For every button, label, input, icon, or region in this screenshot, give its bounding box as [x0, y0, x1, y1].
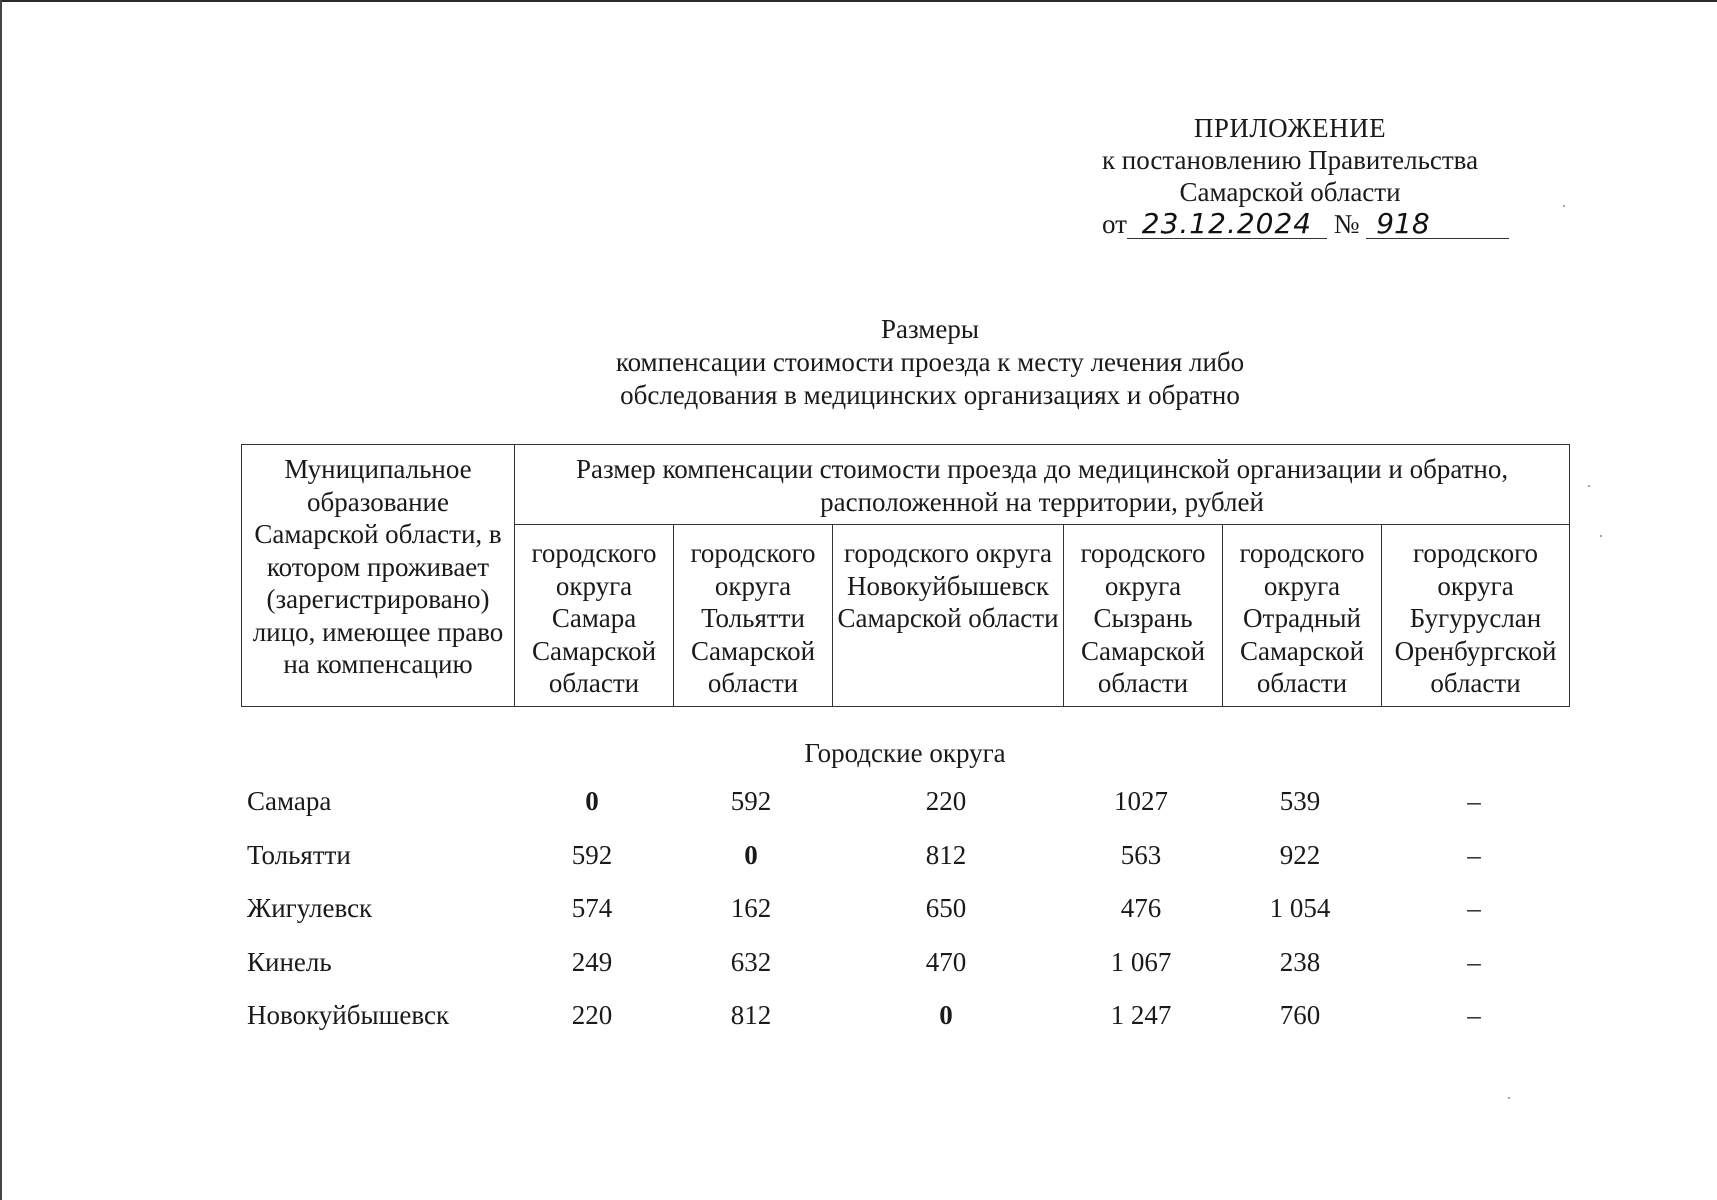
row-name: Самара	[247, 786, 332, 816]
page-border-top	[0, 0, 1717, 2]
table-cell: –	[1467, 1000, 1481, 1030]
table-cell: 563	[1120, 839, 1162, 870]
table-cell: –	[1467, 786, 1481, 816]
table-body	[241, 786, 1569, 1054]
from-label: от	[1102, 209, 1127, 239]
row-name: Жигулевск	[247, 893, 373, 923]
compensation-table-header	[241, 444, 1570, 707]
table-cell: 812	[730, 1000, 772, 1030]
table-cell: 220	[925, 786, 967, 816]
scan-speck	[1563, 205, 1565, 207]
table-cell: –	[1467, 839, 1481, 870]
appendix-block	[1060, 112, 1520, 240]
number-label: №	[1333, 209, 1360, 239]
appendix-line-1: к постановлению Правительства	[1101, 145, 1479, 175]
table-row	[241, 947, 1569, 1001]
table-row	[241, 893, 1569, 947]
scan-speck	[1600, 535, 1602, 537]
table-cell: 1 054	[1269, 893, 1331, 923]
column-header-samara: городского округа Самара Самарской области	[515, 525, 674, 707]
table-cell: 0	[585, 786, 599, 816]
table-cell: 812	[925, 839, 967, 870]
table-cell: 922	[1279, 839, 1321, 870]
table-cell: 592	[571, 839, 613, 870]
document-title	[430, 313, 1430, 412]
table-cell: 0	[939, 1000, 953, 1030]
column-header-tolyatti: городского округа Тольятти Самарской области	[674, 525, 833, 707]
title-line-2: компенсации стоимости проезда к месту лечения либо	[615, 347, 1245, 377]
row-header-cell: Муниципальное образование Самарской области, в котором проживает (зарегистрировано) лицо, имеющее право на компенсацию	[242, 445, 515, 707]
handwritten-date: 23.12.2024	[1127, 210, 1327, 239]
table-cell: 162	[730, 893, 772, 923]
table-cell: 238	[1279, 946, 1321, 977]
table-cell: 470	[925, 946, 967, 977]
appendix-line-2: Самарской области	[1179, 177, 1401, 207]
table-row	[241, 840, 1569, 894]
row-name: Новокуйбышевск	[247, 1000, 450, 1030]
table-cell: –	[1467, 893, 1481, 923]
scan-speck	[1508, 1097, 1510, 1099]
table-cell: 632	[730, 946, 772, 977]
table-cell: 220	[571, 1000, 613, 1030]
table-cell: 1 067	[1110, 946, 1172, 977]
column-header-novokuybyshevsk: городского округа Новокуйбышевск Самарской области	[833, 525, 1064, 707]
section-label: Городские округа	[804, 738, 1006, 768]
handwritten-number: 918	[1366, 210, 1509, 239]
table-cell: 1 247	[1110, 1000, 1172, 1030]
table-row	[241, 1000, 1569, 1054]
table-row	[241, 786, 1569, 840]
table-cell: 574	[571, 893, 613, 923]
title-line-3: обследования в медицинских организациях и обратно	[620, 380, 1240, 410]
table-cell: 760	[1279, 1000, 1321, 1030]
scan-speck	[1588, 485, 1590, 487]
table-cell: –	[1467, 946, 1481, 977]
table-cell: 476	[1120, 893, 1162, 923]
row-name: Тольятти	[247, 839, 351, 870]
title-line-1: Размеры	[881, 314, 979, 344]
appendix-heading: ПРИЛОЖЕНИЕ	[1193, 113, 1387, 143]
table-cell: 1027	[1114, 786, 1168, 816]
column-header-otradny: городского округа Отрадный Самарской области	[1223, 525, 1382, 707]
appendix-signature-line	[1060, 208, 1520, 240]
table-cell: 0	[744, 839, 758, 870]
row-name: Кинель	[247, 946, 332, 977]
group-header-cell: Размер компенсации стоимости проезда до медицинской организации и обратно, расположенной на территории, рублей	[515, 445, 1570, 525]
page-border-left	[0, 0, 2, 1200]
column-header-syzran: городского округа Сызрань Самарской области	[1064, 525, 1223, 707]
table-cell: 539	[1279, 786, 1321, 816]
table-cell: 592	[730, 786, 772, 816]
table-cell: 249	[571, 946, 613, 977]
table-cell: 650	[925, 893, 967, 923]
column-header-buguruslan: городского округа Бугуруслан Оренбургской области	[1382, 525, 1570, 707]
